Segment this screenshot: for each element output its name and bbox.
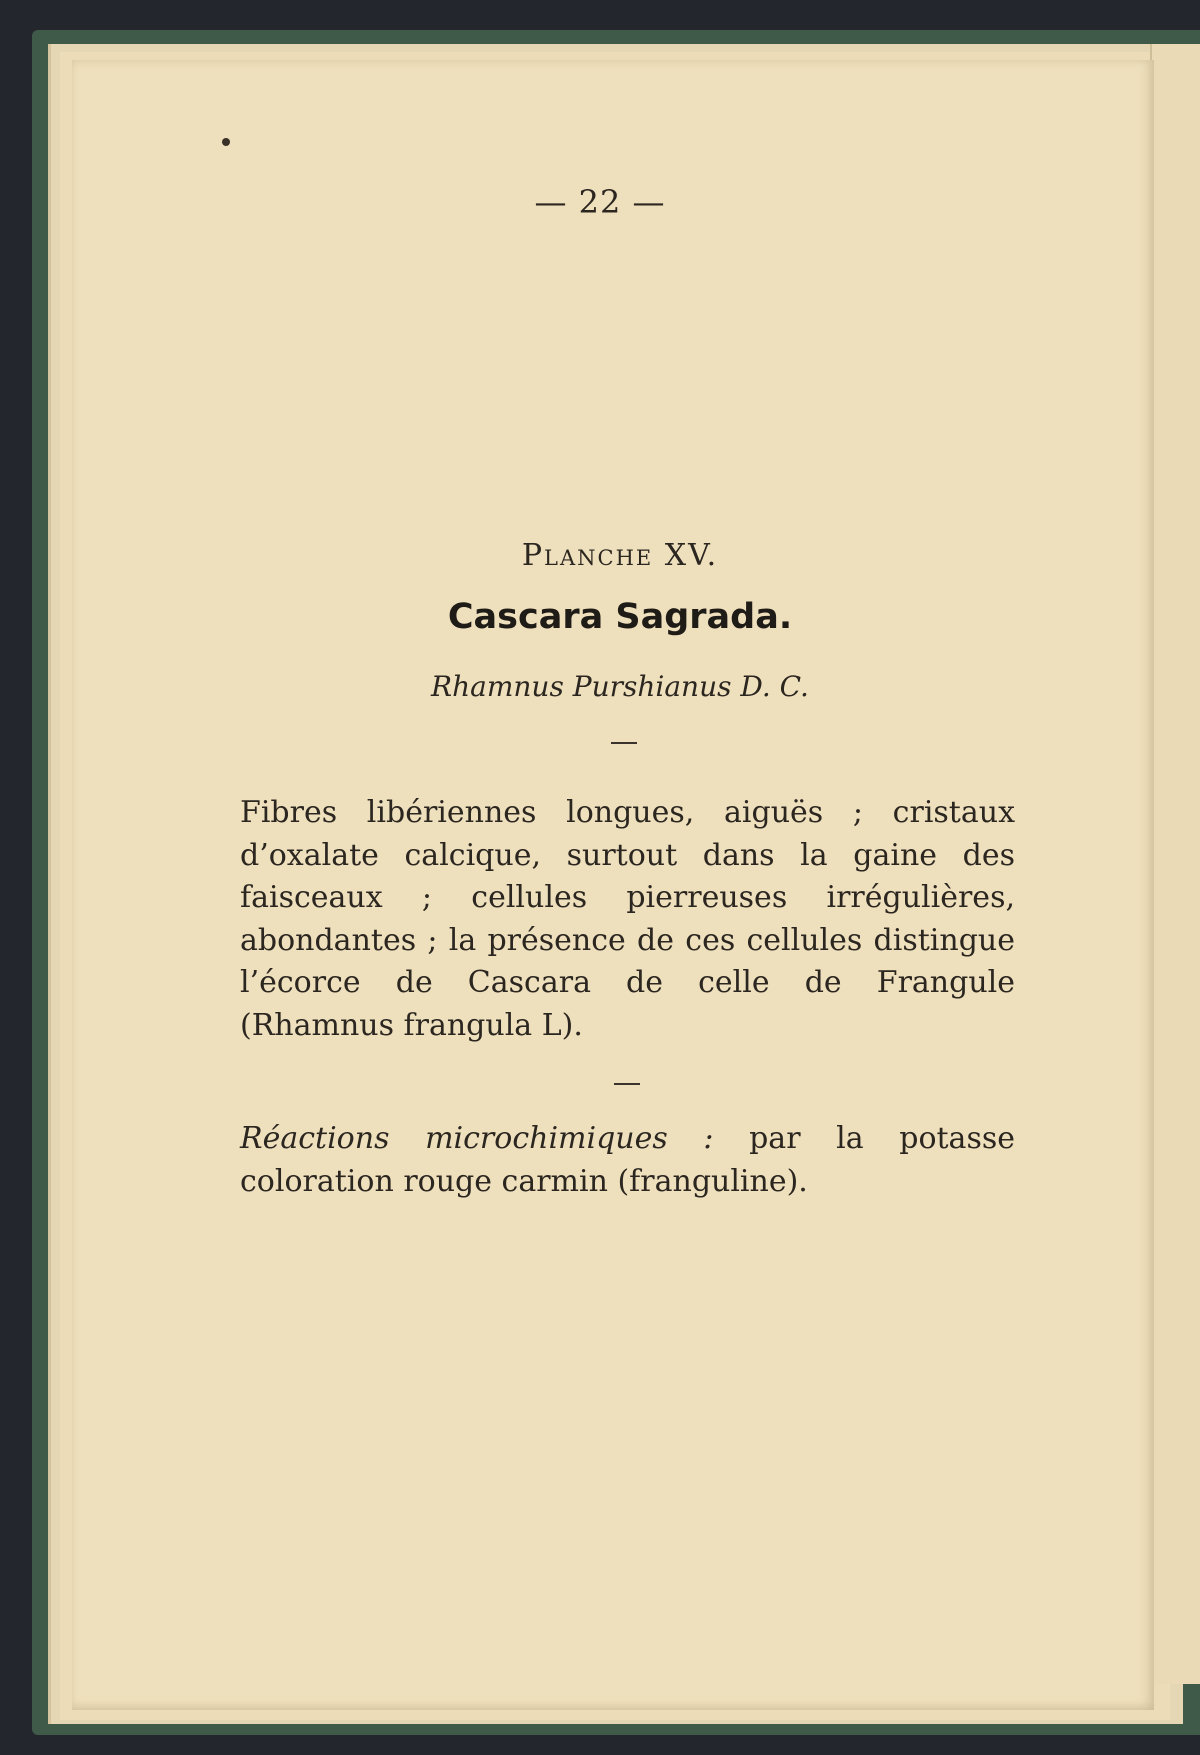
plate-label: Planche XV. bbox=[521, 538, 719, 573]
ink-spot bbox=[222, 138, 230, 146]
reactions-paragraph bbox=[240, 1118, 1015, 1203]
description-paragraph: Fibres libériennes longues, aiguës ; cristaux d’oxalate calcique, surtout dans la gaine des faisceaux ; cellules pierreuses irrégulières, abondantes ; la présence de ces cellules distingue l’écorce de Cascara de celle de Frangule (Rhamnus frangula L). bbox=[240, 795, 1015, 1043]
page-number: — 22 — bbox=[534, 183, 666, 221]
separator-dash bbox=[614, 1083, 640, 1085]
separator-dash bbox=[611, 742, 637, 744]
botanical-name: Rhamnus Purshianus D. C. bbox=[431, 670, 809, 703]
next-page-edge bbox=[1150, 44, 1200, 1684]
reactions-text: par la potasse coloration rouge carmin (franguline). bbox=[240, 1121, 1015, 1199]
page-title: Cascara Sagrada. bbox=[447, 597, 793, 637]
reactions-label: Réactions microchimiques : bbox=[240, 1121, 714, 1156]
